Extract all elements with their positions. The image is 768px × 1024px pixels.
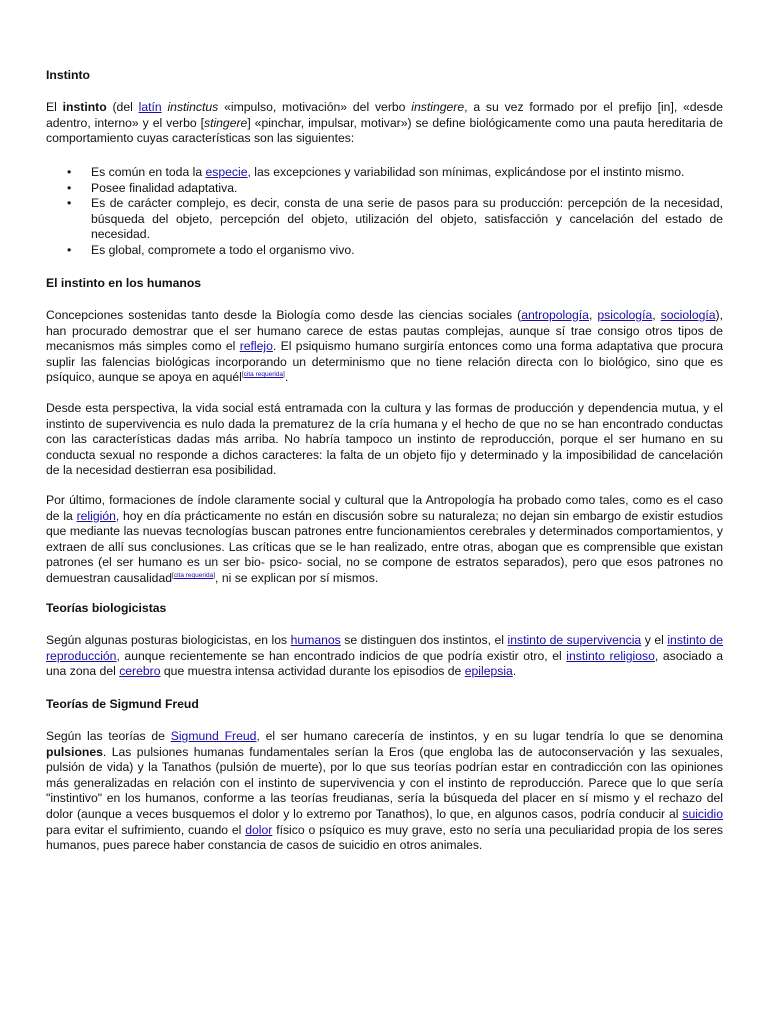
paragraph-freud: Según las teorías de Sigmund Freud, el ser humano carecería de instintos, y en su lugar tendría lo que se denomina pulsiones. Las pulsiones humanas fundamentales serían la Eros (que engloba las de autoconservación y las sexuales, pulsión de vida) y la Tanathos (pulsión de muerte), por lo que sus teorías podrían estar en contradicción con las opiniones más generalizadas en relación con el instinto de supervivencia y con el instinto de reproducción. Parece que lo que sería "instintivo" en los humanos, conforme a las teorías freudianas, sería la búsqueda del placer en sí mismo y el rechazo del dolor (aunque a veces busquemos el dolor y lo extremo por Tanathos), lo que, en algunos casos, podría conducir al suicidio para evitar el sufrimiento, cuando el dolor físico o psíquico es muy grave, esto no sería una peculiaridad propia de los seres humanos, pues parece haber constancia de casos de suicidio en otros animales. — [46, 729, 723, 853]
list-item: • Es global, compromete a todo el organismo vivo. — [46, 243, 723, 259]
link-cita-requerida[interactable]: cita requerida — [173, 571, 214, 579]
link-suicidio[interactable]: suicidio — [682, 806, 723, 821]
heading-instinto: Instinto — [46, 68, 91, 82]
link-cerebro[interactable]: cerebro — [119, 664, 161, 679]
link-latin[interactable]: latín — [138, 100, 162, 114]
characteristics-list — [46, 165, 723, 259]
link-epilepsia[interactable]: epilepsia — [464, 664, 513, 679]
link-instinto-reproduccion[interactable]: instinto de reproducción — [46, 633, 724, 663]
link-antropologia[interactable]: antropología — [521, 308, 589, 322]
list-item: • Posee finalidad adaptativa. — [46, 181, 723, 197]
paragraph-perspectiva: Desde esta perspectiva, la vida social está entramada con la cultura y las formas de producción y dependencia mutua, y el instinto de supervivencia es nulo dada la prematurez de la cría humana y el hecho de que no se han encontrado conductas con las características dadas más arriba. No habría tampoco un instinto de reproducción, porque el ser humano en su conducta sexual no responde a dichos caracteres: la falta de un objeto fijo y determinado y la imposibilidad de cancelación de la necesidad destierran esa posibilidad. — [46, 401, 723, 478]
heading-instinto-humanos: El instinto en los humanos — [46, 276, 202, 290]
paragraph-instinto-definition: El instinto (del latín instinctus «impulso, motivación» del verbo instingere, a su vez formado por el prefijo [in], «desde adentro, interno» y el verbo [stingere] «pinchar, impulsar, motivar») se define biológicamente como una pauta hereditaria de comportamiento cuyas características son las siguientes: — [46, 100, 724, 146]
paragraph-biologicistas: Según algunas posturas biologicistas, en los humanos se distinguen dos instintos, el instinto de supervivencia y el instinto de reproducción, aunque recientemente se han encontrado indicios de que podría existir otro, el instinto religioso, asociado a una zona del cerebro que muestra intensa actividad durante los episodios de epilepsia. — [46, 633, 724, 679]
bold-term-instinto: instinto — [62, 100, 107, 114]
link-sigmund-freud[interactable]: Sigmund Freud — [170, 729, 257, 743]
paragraph-por-ultimo: Por último, formaciones de índole claramente social y cultural que la Antropología ha probado como tales, como es el caso de la religión, hoy en día prácticamente no están en discusión sobre su naturaleza; no dejan sin embargo de existir estudios que mediante las nuevas tecnologías buscan patrones entre funcionamientos cerebrales y determinados comportamientos, y extraen de allí sus conclusiones. Las críticas que se le han realizado, entre otras, abogan que es comprensible que existan patrones (el ser humano es un ser bio- psico- social, no se compone de estratos separados), pero que esos patrones no demuestran causalidad[cita requerida], ni se explican por sí mismos. — [46, 493, 723, 585]
list-item: • Es de carácter complejo, es decir, consta de una serie de pasos para su producción: percepción de la necesidad, búsqueda del objeto, percepción del objeto, utilización del objeto, satisfacción y cancelación del estado de necesidad. — [46, 196, 723, 243]
heading-teorias-biologicistas: Teorías biologicistas — [46, 601, 167, 615]
link-reflejo[interactable]: reflejo — [239, 339, 273, 354]
link-religion[interactable]: religión — [76, 508, 116, 523]
bold-term-pulsiones: pulsiones — [46, 744, 103, 759]
link-humanos[interactable]: humanos — [290, 633, 341, 647]
heading-teorias-freud: Teorías de Sigmund Freud — [46, 697, 199, 711]
citation-needed: [cita requerida] — [172, 571, 216, 579]
link-instinto-supervivencia[interactable]: instinto de supervivencia — [507, 633, 642, 647]
link-sociologia[interactable]: sociología — [660, 308, 716, 322]
link-psicologia[interactable]: psicología — [597, 308, 653, 322]
citation-needed: [cita requerida] — [241, 371, 285, 379]
link-especie[interactable]: especie — [205, 165, 248, 179]
link-dolor[interactable]: dolor — [245, 822, 273, 837]
list-item: • Es común en toda la especie, las excepciones y variabilidad son mínimas, explicándose por el instinto mismo. — [46, 165, 723, 181]
link-instinto-religioso[interactable]: instinto religioso — [566, 648, 655, 663]
paragraph-concepciones: Concepciones sostenidas tanto desde la Biología como desde las ciencias sociales (antropología, psicología, sociología), han procurado demostrar que el ser humano carece de estas pautas complejas, aunque sí trae consigo otros tipos de mecanismos más simples como el reflejo. El psiquismo humano surgiría entonces como una forma adaptativa que procura suplir las falencias biológicas incorporando un determinismo que no tiene relación directa con lo biológico, sino que es psíquico, aunque se apoya en aquél[cita requerida]. — [46, 308, 723, 385]
link-cita-requerida[interactable]: cita requerida — [243, 371, 284, 379]
